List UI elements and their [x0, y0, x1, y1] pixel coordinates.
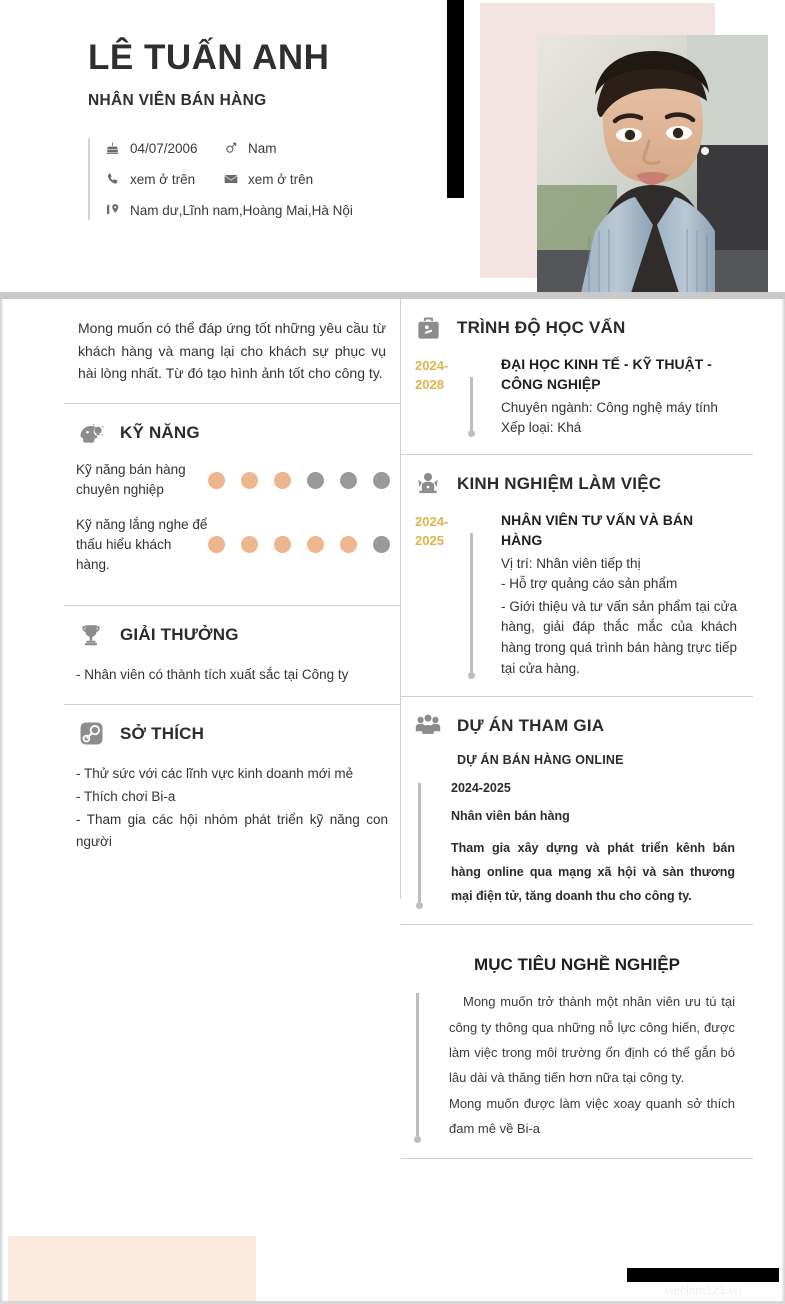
contact-row — [104, 138, 418, 158]
experience-duty: - Giới thiệu và tư vấn sản phẩm tại cửa hàng, giải đáp thắc mắc của khách hàng trong quá trình bán hàng trực tiếp tại cửa hàng. — [501, 598, 737, 677]
footer-peach-block — [8, 1236, 256, 1304]
timeline — [467, 511, 501, 680]
rating-dot — [340, 536, 357, 553]
timeline — [467, 355, 501, 438]
trophy-icon — [76, 620, 106, 650]
rating-dot — [241, 472, 258, 489]
objective-body — [449, 989, 741, 1141]
timeline — [413, 989, 449, 1141]
cv-right-column — [401, 299, 753, 1159]
section-experience — [401, 455, 753, 697]
project-description: Tham gia xây dựng và phát triển kênh bán hàng online qua mạng xã hội và sàn thương mại điện tử, tăng doanh thu cho công ty. — [451, 841, 735, 903]
contact-row — [104, 169, 418, 189]
footer-black-block — [627, 1268, 779, 1282]
summary-text: Mong muốn có thể đáp ứng tốt những yêu cầu từ khách hàng và mang lại cho khách sự phục vụ hài lòng nhất. Từ đó tạo hình ảnh tốt cho công ty. — [78, 320, 386, 382]
candidate-photo — [537, 35, 768, 293]
header-black-bar — [447, 0, 464, 198]
candidate-name: LÊ TUẤN ANH — [88, 38, 330, 77]
contact-birthday — [104, 140, 222, 157]
objective-title: MỤC TIÊU NGHỀ NGHIỆP — [474, 955, 680, 975]
skill-rating — [208, 536, 390, 553]
rating-dot — [241, 536, 258, 553]
projects-body — [451, 753, 741, 908]
projects-header — [413, 711, 741, 741]
contact-email-value: xem ở trên — [248, 171, 314, 187]
objective-paragraph: Mong muốn được làm việc xoay quanh sở thích đam mê về Bi-a — [449, 1095, 735, 1137]
person-laptop-icon — [413, 469, 443, 499]
experience-company: NHÂN VIÊN TƯ VẤN VÀ BÁN HÀNG — [501, 512, 694, 549]
rating-dot — [274, 536, 291, 553]
contact-phone — [104, 171, 222, 188]
contact-email — [222, 171, 313, 188]
rating-dot — [307, 472, 324, 489]
contact-row — [104, 200, 418, 220]
hobby-item: - Thích chơi Bi-a — [76, 788, 176, 804]
education-school: ĐẠI HỌC KINH TẾ - KỸ THUẬT - CÔNG NGHIỆP — [501, 356, 712, 392]
contact-gender-value: Nam — [248, 140, 277, 156]
section-summary — [64, 299, 400, 404]
rating-dot — [208, 472, 225, 489]
hobbies-title: SỞ THÍCH — [120, 723, 205, 743]
section-hobbies — [64, 705, 400, 870]
section-education — [401, 299, 753, 455]
skill-rating — [208, 472, 390, 489]
briefcase-icon — [413, 313, 443, 343]
awards-list — [76, 662, 388, 685]
experience-title: KINH NGHIỆM LÀM VIỆC — [457, 474, 662, 494]
hobbies-header — [76, 719, 388, 749]
project-role: Nhân viên bán hàng — [451, 809, 570, 824]
gender-male-icon — [222, 140, 239, 157]
rating-dot — [373, 536, 390, 553]
experience-body — [501, 511, 741, 680]
experience-duty: - Hỗ trợ quảng cáo sản phẩm — [501, 576, 678, 592]
experience-date: 2024-2025 — [415, 514, 449, 549]
footer-watermark: vieclam123.vn — [664, 1283, 742, 1297]
timeline — [415, 753, 451, 908]
contact-birthday-value: 04/07/2006 — [130, 140, 198, 156]
contact-address — [104, 202, 353, 219]
project-date: 2024-2025 — [451, 781, 511, 796]
experience-header — [413, 469, 741, 499]
skill-label: Kỹ năng bán hàng chuyên nghiệp — [76, 462, 186, 498]
rating-dot — [274, 472, 291, 489]
hobby-item: - Thử sức với các lĩnh vực kinh doanh mới mẻ — [76, 765, 354, 781]
cv-left-column — [64, 299, 401, 899]
skills-header — [76, 418, 388, 448]
section-awards — [64, 606, 400, 704]
cv-header — [0, 0, 785, 292]
experience-entry — [413, 511, 741, 680]
education-title: TRÌNH ĐỘ HỌC VẤN — [457, 318, 626, 337]
rating-dot — [208, 536, 225, 553]
rating-dot — [307, 536, 324, 553]
hobby-badge-icon — [76, 719, 106, 749]
project-name: DỰ ÁN BÁN HÀNG ONLINE — [457, 753, 624, 768]
contact-block — [88, 138, 418, 220]
header-divider — [0, 292, 785, 299]
hobby-item: - Tham gia các hội nhóm phát triển kỹ năng con người — [76, 812, 388, 849]
projects-title: DỰ ÁN THAM GIA — [457, 716, 605, 736]
skills-title: KỸ NĂNG — [120, 423, 200, 443]
section-objective — [401, 925, 753, 1158]
education-date: 2024-2028 — [415, 358, 449, 392]
awards-title: GIẢI THƯỞNG — [120, 625, 239, 645]
envelope-icon — [222, 171, 239, 188]
contact-gender — [222, 140, 277, 157]
people-group-icon — [413, 711, 443, 741]
section-projects — [401, 697, 753, 925]
education-major: Chuyên ngành: Công nghệ máy tính — [501, 399, 718, 415]
phone-icon — [104, 171, 121, 188]
award-item: - Nhân viên có thành tích xuất sắc tại Công ty — [76, 667, 349, 683]
header-identity — [0, 0, 440, 231]
rating-dot — [340, 472, 357, 489]
education-entry — [413, 355, 741, 438]
education-grade: Xếp loại: Khá — [501, 420, 582, 435]
skill-row — [76, 460, 388, 501]
projects-entry — [413, 753, 741, 908]
contact-phone-value: xem ở trên — [130, 171, 196, 187]
head-lightbulb-icon — [76, 418, 106, 448]
skill-label: Kỹ năng lắng nghe để thấu hiểu khách hàng. — [76, 516, 208, 573]
birthday-cake-icon — [104, 140, 121, 157]
experience-position: Vị trí: Nhân viên tiếp thị — [501, 556, 641, 571]
objective-paragraph: Mong muốn trở thành một nhân viên ưu tú tại công ty thông qua những nỗ lực công hiến, được làm việc trong môi trường ổn định có thể gắn bó lâu dài và thăng tiến hơn nữa tại công ty. — [449, 994, 735, 1086]
section-skills — [64, 404, 400, 606]
education-header — [413, 313, 741, 343]
hobbies-list — [76, 761, 388, 852]
skill-row — [76, 515, 388, 576]
candidate-job-title: NHÂN VIÊN BÁN HÀNG — [88, 92, 267, 110]
objective-entry — [413, 989, 741, 1141]
location-pin-icon — [104, 202, 121, 219]
awards-header — [76, 620, 388, 650]
cv-body — [0, 299, 785, 1304]
rating-dot — [373, 472, 390, 489]
contact-address-value: Nam dư,Lĩnh nam,Hoàng Mai,Hà Nội — [130, 202, 353, 218]
education-body — [501, 355, 741, 438]
